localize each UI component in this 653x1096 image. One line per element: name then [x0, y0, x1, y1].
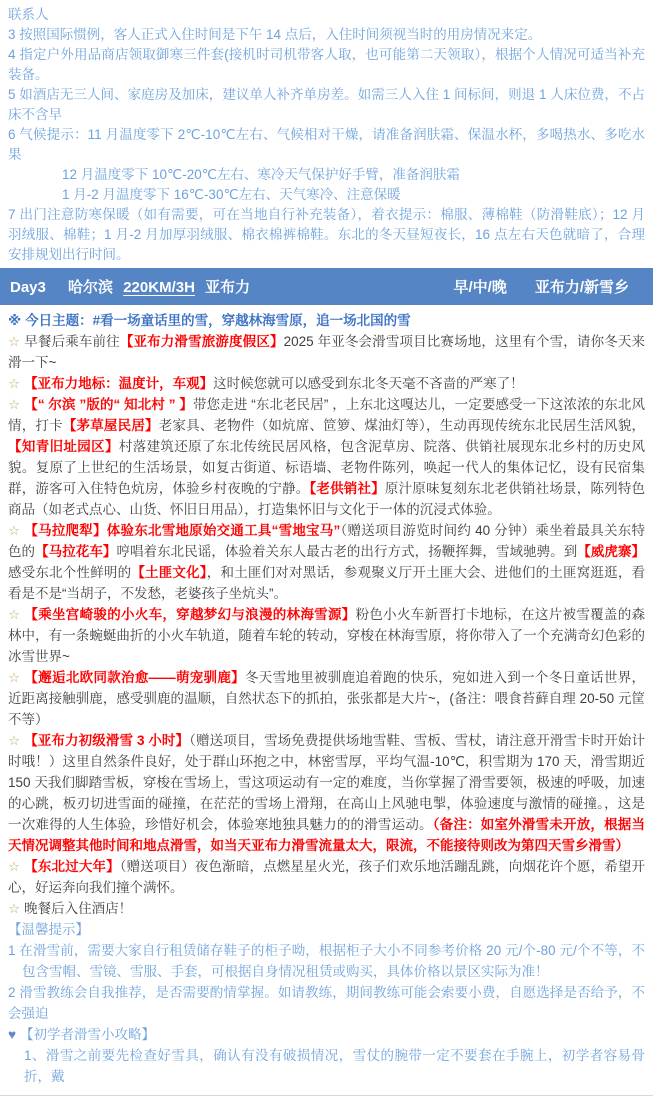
tip-1-segment-0: 1 在滑雪前，需要大家自行租赁储存鞋子的柜子呦，根据柜子大小不同参考价格 20 元/个-80 元/个不等，不包含雪帽、雪镜、雪服、手套，可根据自身情况租赁或购买，具体价格以景区实际为准！ [8, 943, 645, 979]
day-header-bar [0, 268, 653, 305]
item-reindeer-segment-0: 【邂逅北欧同款治愈——萌宠驯鹿】 [24, 670, 245, 685]
note-4 [8, 45, 645, 85]
contact-line-segment-0: 联系人 [8, 7, 49, 22]
item-yabuli-resort-segment-1: 【亚布力滑雪旅游度假区】 [119, 334, 284, 349]
item-pink-train-segment-0: 【乘坐宫崎骏的小火车，穿越梦幻与浪漫的林海雪源】 [24, 607, 356, 622]
item-beginner-skiing [8, 730, 645, 856]
tips-title [8, 919, 645, 940]
tip-2 [8, 982, 645, 1024]
item-zhibei-village-segment-1: 带您走进 “东北老民居” ，上东北这嘎达儿，一定要感受一下这浓浓的东北风情，打卡 [8, 397, 645, 433]
star-icon: ☆ [8, 523, 21, 538]
star-icon: ☆ [8, 397, 21, 412]
top-notes-section [0, 0, 653, 268]
beginner-guide-title-segment-0: 【初学者滑雪小攻略】 [20, 1027, 156, 1042]
note-5 [8, 85, 645, 125]
route-distance: 220KM/3H [123, 279, 195, 296]
item-horse-sledge-segment-4: 【威虎寨】 [577, 544, 646, 559]
star-icon: ☆ [8, 733, 21, 748]
note-7 [8, 205, 645, 265]
tip-2-segment-0: 2 滑雪教练会自我推荐，是否需要酌情掌握。如请教练，期间教练可能会索要小费，自愿选择是否给予，不会强迫 [8, 985, 645, 1021]
day-route [10, 276, 256, 297]
heart-icon: ♥ [8, 1027, 17, 1042]
route-to: 亚布力 [205, 279, 251, 296]
item-zhibei-village-segment-6: 【老供销社】 [309, 481, 385, 496]
item-zhibei-village-segment-7: 原汁原味复刻东北老供销社场景，陈列特色商品（如老式点心、山货、怀旧日用品），打造集怀旧与文化于一体的沉浸式体验。 [8, 481, 646, 517]
note-3-segment-0: 3 按照国际惯例，客人正式入住时间是下午 14 点后，入住时间须视当时的用房情况来定。 [8, 27, 542, 42]
item-horse-sledge-segment-2: 【马拉花车】 [35, 544, 117, 559]
note-7-segment-0: 7 出门注意防寒保暖（如有需要，可在当地自行补充装备），着衣提示：棉服、薄棉鞋（防滑鞋底）；12 月羽绒服、棉鞋；1 月-2 月加厚羽绒服、棉衣棉裤棉鞋。东北的冬天昼短夜长，16 点左右天色就暗了，合理安排规划出行时间。 [8, 207, 645, 262]
star-icon: ☆ [8, 901, 21, 916]
theme-line [8, 310, 645, 331]
item-horse-sledge-segment-3: 哼唱着东北民谣，体验着关东人最古老的出行方式，扬鞭挥舞，雪域驰骋。到 [116, 544, 578, 559]
guide-1 [8, 1045, 645, 1087]
theme-line-segment-0: 今日主题：#看一场童话里的雪，穿越林海雪原，追一场北国的雪 [25, 313, 411, 328]
item-yabuli-resort-segment-0: 早餐后乘车前往 [24, 334, 120, 349]
note-6-segment-0: 6 气候提示：11 月温度零下 2℃-10℃左右、气候相对干燥，请准备润肤霜、保温水杯，多喝热水、多吃水果 [8, 127, 645, 162]
item-beginner-skiing-segment-0: 【亚布力初级滑雪 3 小时】 [24, 733, 190, 748]
star-icon: ☆ [8, 334, 21, 349]
item-horse-sledge-segment-0: 【马拉爬犁】体验东北雪地原始交通工具“雪地宝马” [24, 523, 341, 538]
note-5-segment-0: 5 如酒店无三人间、家庭房及加床，建议单人补齐单房差。如需三人入住 1 间标间，则退 1 人床位费，不占床不含早 [8, 87, 645, 122]
accommodation-label: 亚布力/新雪乡 [534, 279, 629, 296]
item-zhibei-village-segment-4: 【知青旧址园区】 [8, 439, 119, 454]
route-from: 哈尔滨 [68, 279, 114, 296]
note-6-december [8, 165, 645, 185]
item-zhibei-village-segment-2: 【茅草屋民居】 [62, 418, 159, 433]
item-zhibei-village-segment-0: 【“ 尔滨 ”版的“ 知北村 ” 】 [24, 397, 194, 412]
item-horse-sledge-segment-5: 感受东北个性鲜明的 [8, 565, 132, 580]
item-zhibei-village-segment-5: 村落建筑还原了东北传统民居风格，包含泥草房、院落、供销社展现东北乡村的历史风貌。复原了上世纪的生活场景，如复古街道、标语墙、老物件陈列，唤起一代人的集体记忆，设有民宿集群，游客可入住特色炕房，体验乡村夜晚的宁静。 [8, 439, 646, 496]
star-icon: ☆ [8, 607, 21, 622]
item-horse-sledge-segment-6: 【土匪文化】 [131, 565, 207, 580]
reference-mark-icon: ※ [8, 313, 22, 328]
item-horse-sledge-segment-1: （赠送项目游览时间约 40 分钟）乘坐着最具关东特色的 [8, 523, 645, 559]
item-yabuli-resort [8, 331, 645, 373]
star-icon: ☆ [8, 859, 21, 874]
item-zhibei-village-segment-3: 老家具、老物件（如炕席、笸箩、煤油灯等），生动再现传统东北民居生活风貌， [158, 418, 646, 433]
note-6-january-segment-0: 1 月-2 月温度零下 16℃-30℃左右、天气寒冷、注意保暖 [62, 187, 401, 202]
item-beginner-skiing-segment-1: （赠送项目，雪场免费提供场地雪鞋、雪板、雪杖，请注意开滑雪卡时开始计时哦！）这里自然条件良好，处于群山环抱之中，林密雪厚，平均气温-10℃，积雪期为 170 天，滑雪期近 150 天我们脚踏雪板，穿梭在雪场上，雪这项运动有一定的难度，当你掌握了滑雪要领，极速的呼吸，加速的心跳，板刃切进雪面的碰撞，在茫茫的雪场上滑翔，在高山上风驰电掣，体验速度与激情的碰撞。，这是一次难得的人生体验，珍惜好机会，体验寒地独具魅力的的滑雪运动。 [8, 733, 646, 832]
day-meta [453, 276, 629, 297]
item-hotel [8, 898, 645, 919]
item-horse-sledge-segment-7: ，和土匪们对对黑话，参观聚义厅开土匪大会、进他们的土匪窝逛逛，看看是不是“当胡子，不发愁，老婆孩子坐炕头”。 [8, 565, 646, 601]
item-thermometer-landmark-segment-0: 【亚布力地标：温度计，车观】 [24, 376, 214, 391]
item-horse-sledge [8, 520, 645, 604]
item-thermometer-landmark-segment-1: 这时候您就可以感受到东北冬天毫不吝啬的严寒了！ [213, 376, 524, 391]
note-3 [8, 25, 645, 45]
item-new-year [8, 856, 645, 898]
note-6-january [8, 185, 645, 205]
itinerary-content-section [0, 305, 653, 1087]
item-reindeer-segment-1: 冬天雪地里被驯鹿追着跑的快乐，宛如进入到一个冬日童话世界，近距离接触驯鹿，感受驯鹿的温顺，自然状态下的抓拍，张张都是大片~，(备注：喂食苔藓自理 20-50 元筐不等） [8, 670, 646, 727]
item-new-year-segment-0: 【东北过大年】 [24, 859, 120, 874]
item-reindeer [8, 667, 645, 730]
note-6 [8, 125, 645, 165]
item-zhibei-village [8, 394, 645, 520]
item-pink-train [8, 604, 645, 667]
item-thermometer-landmark [8, 373, 645, 394]
tips-title-segment-0: 【温馨提示】 [8, 922, 89, 937]
contact-line [8, 5, 645, 25]
guide-1-segment-0: 1、滑雪之前要先检查好雪具，确认有没有破损情况，雪仗的腕带一定不要套在手腕上，初学者容易骨折，戴 [24, 1048, 645, 1084]
item-pink-train-segment-1: 粉色小火车新晋打卡地标，在这片被雪覆盖的森林中，有一条蜿蜒曲折的小火车轨道，随着车轮的转动，穿梭在林海雪原，将你带入了一个充满奇幻色彩的冰雪世界~ [8, 607, 646, 664]
tip-1 [8, 940, 645, 982]
meals-label: 早/中/晚 [453, 279, 507, 296]
beginner-guide-title [8, 1024, 645, 1045]
item-yabuli-resort-segment-2: 2025 年亚冬会滑雪项目比赛场地，这里有个雪，请你冬天来滑一下~ [8, 334, 646, 370]
note-4-segment-0: 4 指定户外用品商店领取御寒三件套(接机时司机带客人取，也可能第二天领取），根据个人情况可适当补充装备。 [8, 47, 645, 82]
item-new-year-segment-1: （赠送项目）夜色渐暗，点燃星星火光，孩子们欢乐地活蹦乱跳，向烟花许个愿，希望开心，好运奔向我们撞个满怀。 [8, 859, 646, 895]
item-beginner-skiing-segment-2: （备注：如室外滑雪未开放，根据当天情况调整其他时间和地点滑雪，如当天亚布力滑雪流量太大，限流，不能接待则改为第四天雪乡滑雪） [8, 817, 646, 853]
day-label: Day3 [10, 279, 46, 296]
star-icon: ☆ [8, 670, 21, 685]
star-icon: ☆ [8, 376, 21, 391]
item-hotel-segment-0: 晚餐后入住酒店！ [24, 901, 133, 916]
note-6-december-segment-0: 12 月温度零下 10℃-20℃左右、寒冷天气保护好手臂，准备润肤霜 [62, 167, 460, 182]
